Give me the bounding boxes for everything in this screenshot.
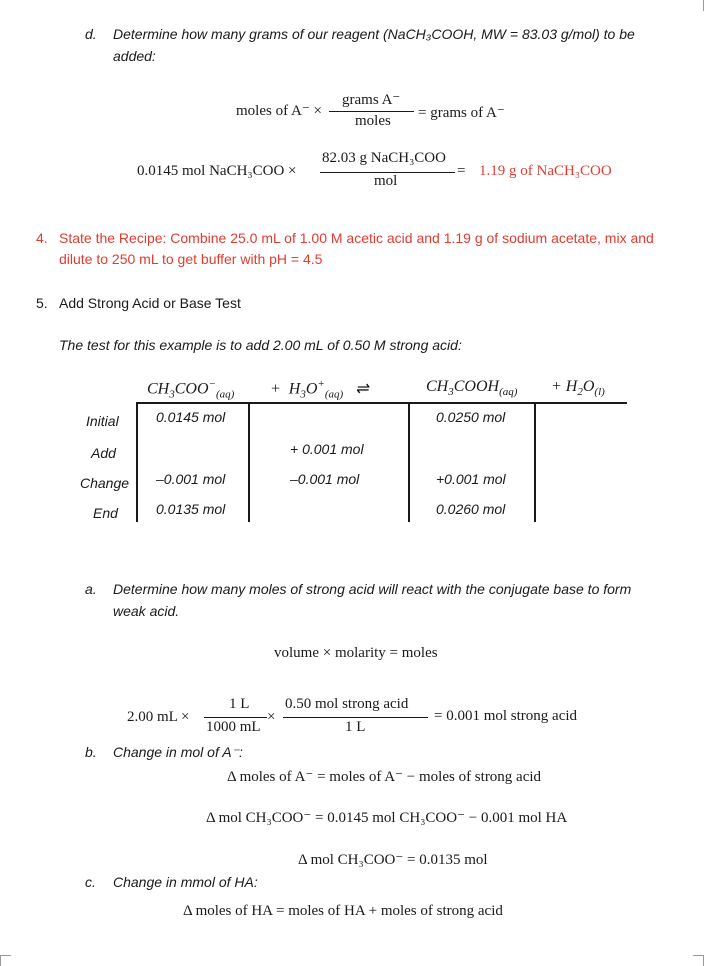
- eq1-fraction-bar: [329, 111, 414, 112]
- part-a-question-line1: Determine how many moles of strong acid will react with the conjugate base to form: [113, 581, 632, 597]
- eq2-left: 0.0145 mol NaCH₃COO ×: [137, 163, 297, 179]
- eq4-fraction1-bar: [204, 717, 267, 718]
- ice-cell-change-hydronium: –0.001 mol: [290, 471, 360, 487]
- eq1-left: moles of A⁻ ×: [236, 103, 322, 119]
- test-note: The test for this example is to add 2.00 mL of 0.50 M strong acid:: [59, 337, 462, 353]
- eq4-left: 2.00 mL ×: [127, 709, 190, 725]
- eq2-denominator: mol: [374, 173, 398, 189]
- eq2-result: 1.19 g of NaCH₃COO: [479, 163, 612, 179]
- ice-header-rule: [137, 402, 627, 404]
- item-4-recipe-line2: dilute to 250 mL to get buffer with pH = 4.5: [59, 251, 323, 267]
- part-d-question-line1: Determine how many grams of our reagent (NaCH₃COOH, MW = 83.03 g/mol) to be: [113, 26, 635, 42]
- equation-volume-molarity: volume × molarity = moles: [274, 645, 438, 661]
- ice-cell-change-acetate: –0.001 mol: [156, 471, 226, 487]
- part-d-question-line2: added:: [113, 48, 156, 64]
- eq4-fraction2-denominator: 1 L: [345, 719, 366, 735]
- ice-row-label-change: Change: [80, 475, 130, 491]
- eq1-right: = grams of A⁻: [418, 105, 505, 121]
- eq4-result: = 0.001 mol strong acid: [434, 708, 578, 724]
- ice-cell-end-acetic-acid: 0.0260 mol: [436, 501, 506, 517]
- page-corner-mark-right-h: [693, 955, 704, 956]
- eq4-fraction1-denominator: 1000 mL: [206, 719, 261, 735]
- ice-row-label-add: Add: [91, 445, 116, 461]
- ice-row-label-initial: Initial: [86, 413, 119, 429]
- part-a-question-line2: weak acid.: [113, 603, 180, 619]
- item-5-heading: Add Strong Acid or Base Test: [59, 295, 241, 311]
- ice-cell-add-hydronium: + 0.001 mol: [290, 441, 364, 457]
- item-4-recipe-line1: State the Recipe: Combine 25.0 mL of 1.00 M acetic acid and 1.19 g of sodium acetate, mix and: [59, 230, 654, 246]
- ice-header-acetate: $CH_3COO^-_{(aq)}$: [147, 378, 235, 401]
- eq4-fraction2-bar: [283, 717, 428, 718]
- equation-delta-mol-acetate-result: Δ mol CH₃COO⁻ = 0.0135 mol: [298, 852, 488, 868]
- ice-cell-initial-acetic-acid: 0.0250 mol: [436, 409, 506, 425]
- ice-divider-1: [136, 402, 138, 522]
- part-b-letter: b.: [85, 744, 97, 760]
- eq1-numerator: grams A⁻: [342, 92, 401, 108]
- ice-divider-3: [408, 402, 410, 522]
- part-a-letter: a.: [85, 581, 97, 597]
- part-b-heading: Change in mol of A⁻:: [113, 744, 243, 760]
- ice-header-hydronium: + $H_3O^+_{(aq)}$ ⇌: [270, 378, 369, 401]
- ice-cell-change-acetic-acid: +0.001 mol: [436, 471, 506, 487]
- ice-cell-end-acetate: 0.0135 mol: [156, 501, 226, 517]
- part-c-heading: Change in mmol of HA:: [113, 874, 258, 890]
- item-4-number: 4.: [36, 230, 48, 246]
- ice-header-water: + $H_2O_{(l)}$: [551, 378, 605, 399]
- ice-divider-4: [534, 402, 536, 522]
- ice-cell-initial-acetate: 0.0145 mol: [156, 409, 226, 425]
- page-corner-mark-left: [0, 955, 1, 966]
- eq4-fraction2-numerator: 0.50 mol strong acid: [285, 696, 409, 712]
- part-c-letter: c.: [85, 874, 96, 890]
- eq2-equals: =: [457, 163, 466, 179]
- page-corner-mark-left-h: [0, 955, 11, 956]
- eq1-denominator: moles: [355, 113, 391, 129]
- eq2-numerator: 82.03 g NaCH₃COO: [322, 150, 446, 166]
- item-5-number: 5.: [36, 295, 48, 311]
- equation-delta-moles-acid: Δ moles of HA = moles of HA + moles of strong acid: [183, 903, 503, 919]
- eq4-times: ×: [267, 709, 276, 725]
- equation-delta-mol-acetate-calc: Δ mol CH₃COO⁻ = 0.0145 mol CH₃COO⁻ − 0.001 mol HA: [206, 810, 568, 826]
- eq4-fraction1-numerator: 1 L: [229, 696, 250, 712]
- ice-row-label-end: End: [93, 505, 118, 521]
- equation-delta-moles-base: Δ moles of A⁻ = moles of A⁻ − moles of strong acid: [227, 769, 542, 785]
- ice-header-acetic-acid: $CH_3COOH_{(aq)}$: [426, 378, 518, 399]
- ice-divider-2: [248, 402, 250, 522]
- part-d-letter: d.: [85, 26, 97, 42]
